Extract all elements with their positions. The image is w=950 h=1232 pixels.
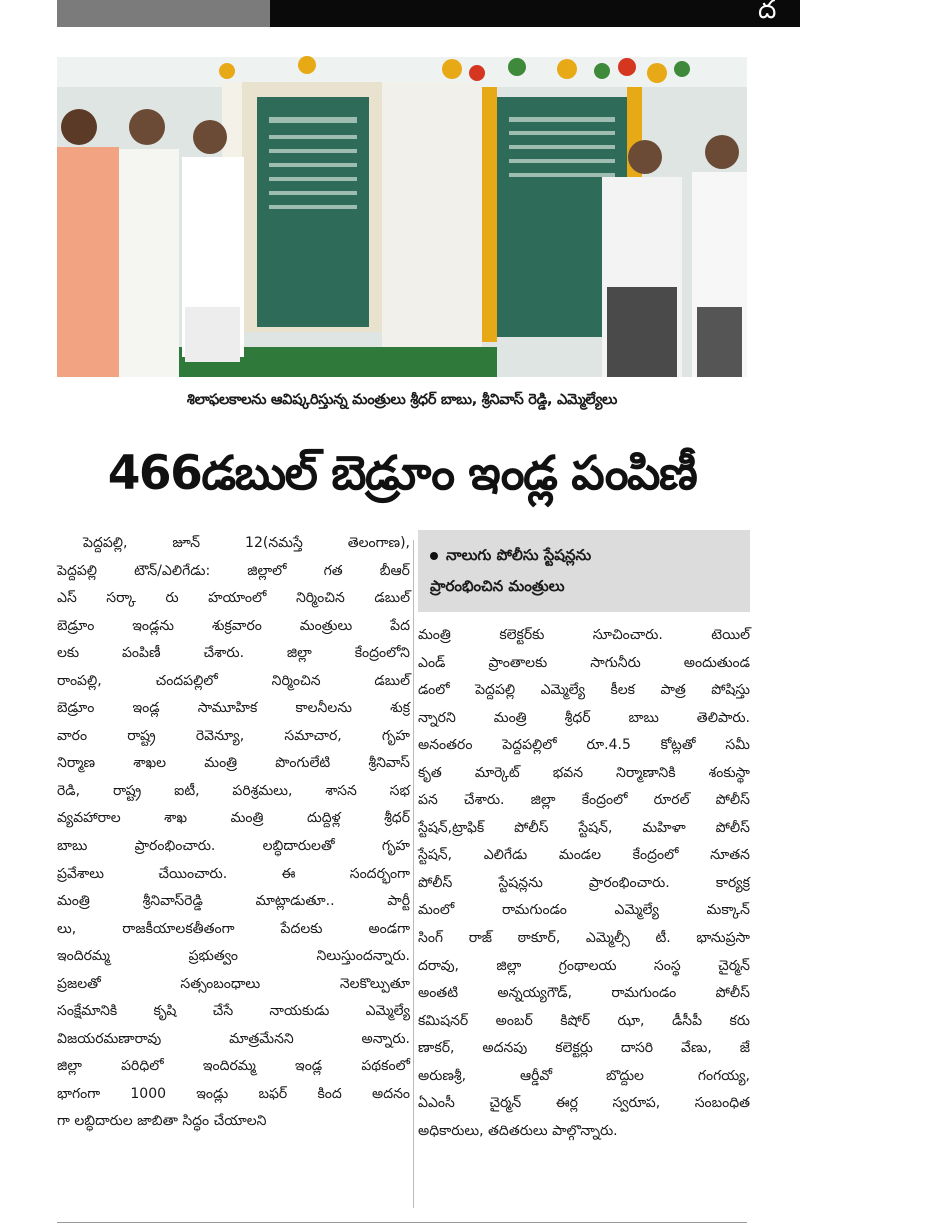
- article-line: లు, రాజకీయాలకతీతంగా పేదలకు అండగా: [57, 920, 410, 937]
- article-line: వ్యవహారాల శాఖ మంత్రి దుద్దిళ్ల శ్రీధర్‌: [57, 810, 410, 827]
- article-line: బెడ్రూం ఇండ్లను శుక్రవారం మంత్రులు పేద: [57, 617, 410, 634]
- bottom-rule: [57, 1222, 747, 1223]
- headline: 466డబుల్‌ బెడ్రూం ఇండ్ల పంపిణీ: [107, 446, 697, 501]
- article-line: ప్రజలతో సత్సంబంధాలు నెలకొల్పుతూ: [57, 975, 410, 992]
- article-line: ఏఎంసీ చైర్మన్‌ ఈర్ల స్వరూప, సంబంధిత: [418, 1095, 750, 1112]
- article-line: రెడి, రాష్ట్ర ఐటీ, పరిశ్రమలు, శాసన సభ: [57, 782, 410, 799]
- subhead-text-1: నాలుగు పోలీసు స్టేషన్లను: [446, 546, 592, 564]
- masthead-strip-gray: [57, 0, 270, 27]
- article-line: లకు పంపిణీ చేశారు. జిల్లా కేంద్రంలోని: [57, 645, 410, 662]
- photo-icon: [57, 57, 747, 377]
- subhead-line-2: ప్రారంభించిన మంత్రులు: [430, 577, 565, 595]
- bullet-icon: [430, 552, 438, 560]
- column-divider: [413, 540, 414, 1208]
- article-line: గా లబ్ధిదారుల జాబితా సిద్ధం చేయాలని: [57, 1113, 267, 1130]
- article-line: పన చేశారు. జిల్లా కేంద్రంలో రూరల్‌ పోలీస్‌: [418, 792, 750, 809]
- article-line: అనంతరం పెద్దపల్లిలో రూ.4.5 కోట్లతో సమీ: [418, 737, 750, 754]
- masthead-glyph: ద: [758, 0, 777, 25]
- article-line: ఎస్‌ సర్కా రు హయాంలో నిర్మించిన డబుల్‌: [57, 590, 410, 607]
- article-line: కృత మార్కెట్‌ భవన నిర్మాణానికి శంకుస్థా: [418, 764, 750, 781]
- subhead-box: [418, 530, 750, 612]
- article-line: ఇందిరమ్మ ప్రభుత్వం నిలుస్తుందన్నారు.: [57, 948, 410, 965]
- article-line: కమిషనర్‌ అంబర్‌ కిషోర్‌ ఝా, డీసీపీ కరు: [418, 1012, 750, 1029]
- article-line: స్టేషన్‌, ఎలిగేడు మండల కేంద్రంలో నూతన: [418, 847, 750, 864]
- masthead-strip-black: [270, 0, 939, 27]
- article-line: విజయరమణారావు మాత్రమేనని అన్నారు.: [57, 1030, 410, 1047]
- article-line: మంత్రి కలెక్టర్‌కు సూచించారు. టెయిల్‌: [418, 627, 750, 643]
- article-line: జిల్లా పరిధిలో ఇందిరమ్మ ఇండ్ల పథకంలో: [57, 1058, 410, 1075]
- article-line: ఎండ్‌ ప్రాంతాలకు సాగునీరు అందుతుండ: [418, 654, 750, 671]
- article-line: దరావు, జిల్లా గ్రంథాలయ సంస్థ చైర్మన్‌: [418, 957, 750, 974]
- article-line: అరుణశ్రీ, ఆర్డీవో బొద్దుల గంగయ్య,: [418, 1067, 750, 1084]
- masthead-mark: ా: [920, 0, 939, 23]
- article-line: నిర్మాణ శాఖల మంత్రి పొంగులేటి శ్రీనివాస్‌: [57, 755, 410, 772]
- page-margin: [0, 0, 57, 1232]
- article-line: ప్రవేశాలు చేయించారు. ఈ సందర్భంగా: [57, 865, 410, 882]
- article-line: మంలో రామగుండం ఎమ్మెల్యే మక్కాన్‌: [418, 902, 750, 919]
- news-photo: [57, 57, 747, 377]
- article-line: ణాకర్‌, అదనపు కలెక్టర్లు దాసరి వేణు, జే: [418, 1040, 750, 1057]
- article-line: వారం రాష్ట్ర రెవెన్యూ, సమాచార, గృహ: [57, 727, 410, 744]
- article-line: భాగంగా 1000 ఇండ్లు బఫర్‌ కింద అదనం: [57, 1085, 410, 1102]
- article-line: పెద్దపల్లి టౌన్‌/ఎలిగేడు: జిల్లాలో గత బీఆర్‌: [57, 562, 410, 579]
- article-line: న్నారని మంత్రి శ్రీధర్‌ బాబు తెలిపారు.: [418, 709, 750, 726]
- article-line: పోలీస్‌ స్టేషన్లను ప్రారంభించారు. కార్యక్ర: [418, 874, 750, 891]
- article-line: డంలో పెద్దపల్లి ఎమ్మెల్యే కీలక పాత్ర పోషిస్తు: [418, 682, 750, 699]
- article-column-right: [418, 530, 750, 1145]
- article-line: బాబు ప్రారంభించారు. లబ్ధిదారులతో గృహ: [57, 838, 410, 855]
- article-line: పెద్దపల్లి, జూన్‌ 12(నమస్తే తెలంగాణ),: [83, 535, 410, 551]
- article-line: సింగ్‌ రాజ్‌ ఠాకూర్‌, ఎమ్మెల్సీ టీ. భానుప్రసా: [418, 930, 750, 947]
- article-line: అంతటి అన్నయ్యగౌడ్‌, రామగుండం పోలీస్‌: [418, 985, 750, 1002]
- article-line: స్టేషన్‌,ట్రాఫిక్‌ పోలీస్‌ స్టేషన్‌, మహిళా పోలీస్‌: [418, 819, 750, 836]
- article-line: బెడ్రూం ఇండ్ల సామూహిక కాలనీలను శుక్ర: [57, 700, 410, 717]
- subhead-line-1: [430, 540, 742, 571]
- article-line: రాంపల్లి, చందపల్లిలో నిర్మించిన డబుల్‌: [57, 672, 410, 689]
- article-column-left: [57, 530, 410, 1136]
- article-line: మంత్రి శ్రీనివాస్‌రెడ్డి మాట్లాడుతూ.. పార్టీ: [57, 893, 410, 910]
- photo-caption: శిలాఫలకాలను ఆవిష్కరిస్తున్న మంత్రులు శ్రీధర్‌ బాబు, శ్రీనివాస్‌ రెడ్డి, ఎమ్మెల్యేలు: [186, 392, 618, 408]
- article-line: అధికారులు, తదితరులు పాల్గొన్నారు.: [418, 1122, 618, 1139]
- article-line: సంక్షేమానికి కృషి చేసే నాయకుడు ఎమ్మెల్యే: [57, 1003, 410, 1020]
